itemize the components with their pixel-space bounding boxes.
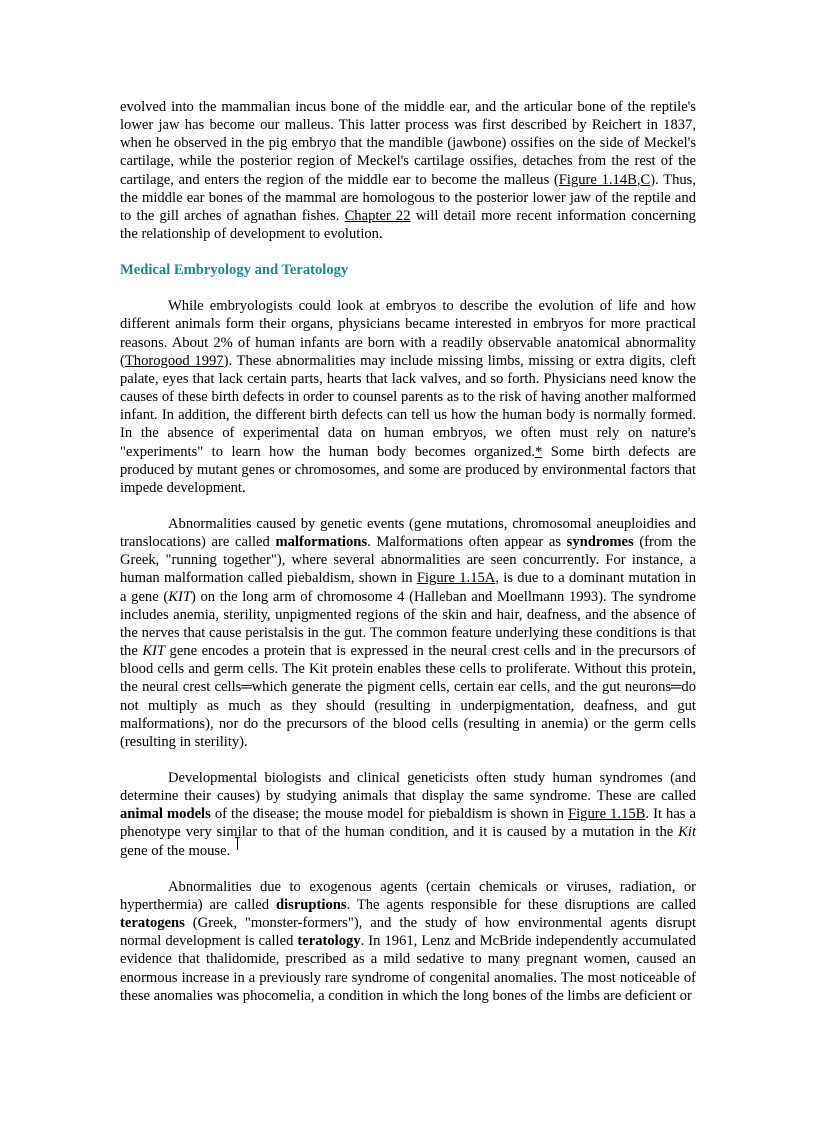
term-teratogens: teratogens — [120, 915, 185, 932]
document-page — [120, 98, 696, 1005]
text-run: (Greek, "monster-formers"), and the study of how environmental agents disrupt normal development is called — [120, 915, 696, 950]
link-footnote-asterisk[interactable]: * — [535, 443, 543, 460]
paragraph-gap — [120, 860, 696, 878]
text-run: , is due to a dominant mutation in a gene ( — [120, 570, 696, 605]
section-heading: Medical Embryology and Teratology — [120, 262, 349, 279]
text-run: ilar to that of the human condition, and it is caused by a mutation in the — [237, 824, 679, 841]
term-teratology: teratology — [297, 933, 361, 950]
text-run: evolved into the mammalian incus bone of the middle ear, and the articular bone of the reptile's lower jaw has become our malleus. This latter process was first described by Reichert in 1837, when he observed in the pig embryo that the mandible (jawbone) ossifies on the side of Meckel's cartilage, while the posterior region of Meckel's cartilage ossifies, detaches from the rest of the cartilage, and enters the region of the middle ear to become the malleus ( — [120, 99, 696, 188]
term-syndromes: syndromes — [566, 534, 634, 551]
text-run: Abnormalities caused by genetic events (gene mutations, chromosomal aneuploidies and translocations) are called — [120, 515, 696, 551]
text-run: While embryologists could look at embryos to describe the evolution of life and how different animals form their organs, physicians became interested in embryos for more practical reasons. About 2% of human infants are born with a readily observable anatomical abnormality ( — [120, 298, 696, 369]
text-run: gene of the mouse. — [120, 842, 231, 859]
text-run: . It has a phenotype very sim — [120, 806, 696, 841]
paragraph-malformations — [120, 515, 696, 751]
paragraph-medical-embryology — [120, 297, 696, 497]
paragraph-gap — [120, 279, 696, 297]
gene-kit-mouse: Kit — [678, 824, 696, 841]
paragraph-gap — [120, 243, 696, 261]
paragraph-disruptions — [120, 878, 696, 1005]
text-run: gene encodes a protein that is expressed in the neural crest cells and in the precursors of blood cells and germ cells. The Kit protein enables these cells to proliferate. Without this protein, the neural crest cells═which generate the pigment cells, certain ear cells, and the gut neurons═do not multiply as much as they should (resulting in underpigmentation, deafness, and gut malformations), nor do the precursors of the blood cells (resulting in anemia) or the germ cells (resulting in sterility). — [120, 643, 696, 750]
link-thorogood-1997[interactable]: Thorogood 1997 — [124, 352, 224, 369]
paragraph-evolution — [120, 98, 696, 243]
term-animal-models: animal models — [120, 806, 211, 823]
gene-kit: KIT — [168, 588, 191, 605]
link-figure-1-14b[interactable]: Figure 1.14B — [558, 171, 637, 188]
link-chapter-22[interactable]: Chapter 22 — [344, 207, 411, 224]
term-disruptions: disruptions — [275, 896, 347, 913]
text-run: Developmental biologists and clinical geneticists often study human syndromes (and determine their causes) by studying animals that display the same syndrome. These are called — [120, 770, 696, 805]
text-run: Some birth defects are produced by mutant genes or chromosomes, and some are produced by environmental factors that impede development. — [120, 443, 696, 496]
link-figure-1-15b[interactable]: Figure 1.15B — [568, 806, 646, 823]
gene-kit: KIT — [142, 643, 166, 660]
text-run: , — [636, 171, 641, 188]
text-run: ). Thus, the middle ear bones of the mammal are homologous to the posterior lower jaw of the reptile and to the gill arches of agnathan fishes. — [120, 171, 697, 224]
link-figure-1-15a[interactable]: Figure 1.15A — [416, 570, 496, 587]
text-run: (from the Greek, "running together"), where several abnormalities are seen concurrently. For instance, a human malformation called piebaldism, shown in — [120, 534, 697, 587]
paragraph-animal-models — [120, 769, 696, 860]
text-run: . The agents responsible for these disruptions are called — [346, 896, 696, 913]
text-run: ) on the long arm of chromosome 4 (Halleban and Moellmann 1993). The syndrome includes anemia, sterility, unpigmented regions of the skin and hair, deafness, and the absence of the nerves that cause peristalsis in the gut. The common feature underlying these conditions is that the — [120, 588, 696, 660]
text-run: . In 1961, Lenz and McBride independently accumulated evidence that thalidomide, prescribed as a mild sedative to many pregnant women, caused an enormous increase in a previously rare syndrome of congenital anomalies. The most noticeable of these anomalies was phocomelia, a condition in which the long bones of the limbs are deficient or — [120, 933, 696, 1004]
term-malformations: malformations — [275, 534, 368, 551]
text-run: . Malformations often appear as — [367, 534, 567, 551]
link-figure-1-14c[interactable]: C — [640, 171, 651, 188]
paragraph-gap — [120, 497, 696, 515]
text-run: of the disease; the mouse model for piebaldism is shown in — [210, 806, 568, 823]
text-run: will detail more recent information concerning the relationship of development to evolution. — [120, 207, 696, 243]
paragraph-gap — [120, 751, 696, 769]
text-run: ). These abnormalities may include missing limbs, missing or extra digits, cleft palate, eyes that lack certain parts, hearts that lack valves, and so forth. Physicians need know the causes of these birth defects in order to counsel parents as to the risk of having another malformed infant. In addition, the different birth defects can tell us how the human body is normally formed. In the absence of experimental data on human embryos, we often must rely on nature's "experiments" to learn how the human body becomes organized. — [120, 352, 696, 460]
text-run: Abnormalities due to exogenous agents (certain chemicals or viruses, radiation, or hyperthermia) are called — [120, 878, 696, 913]
